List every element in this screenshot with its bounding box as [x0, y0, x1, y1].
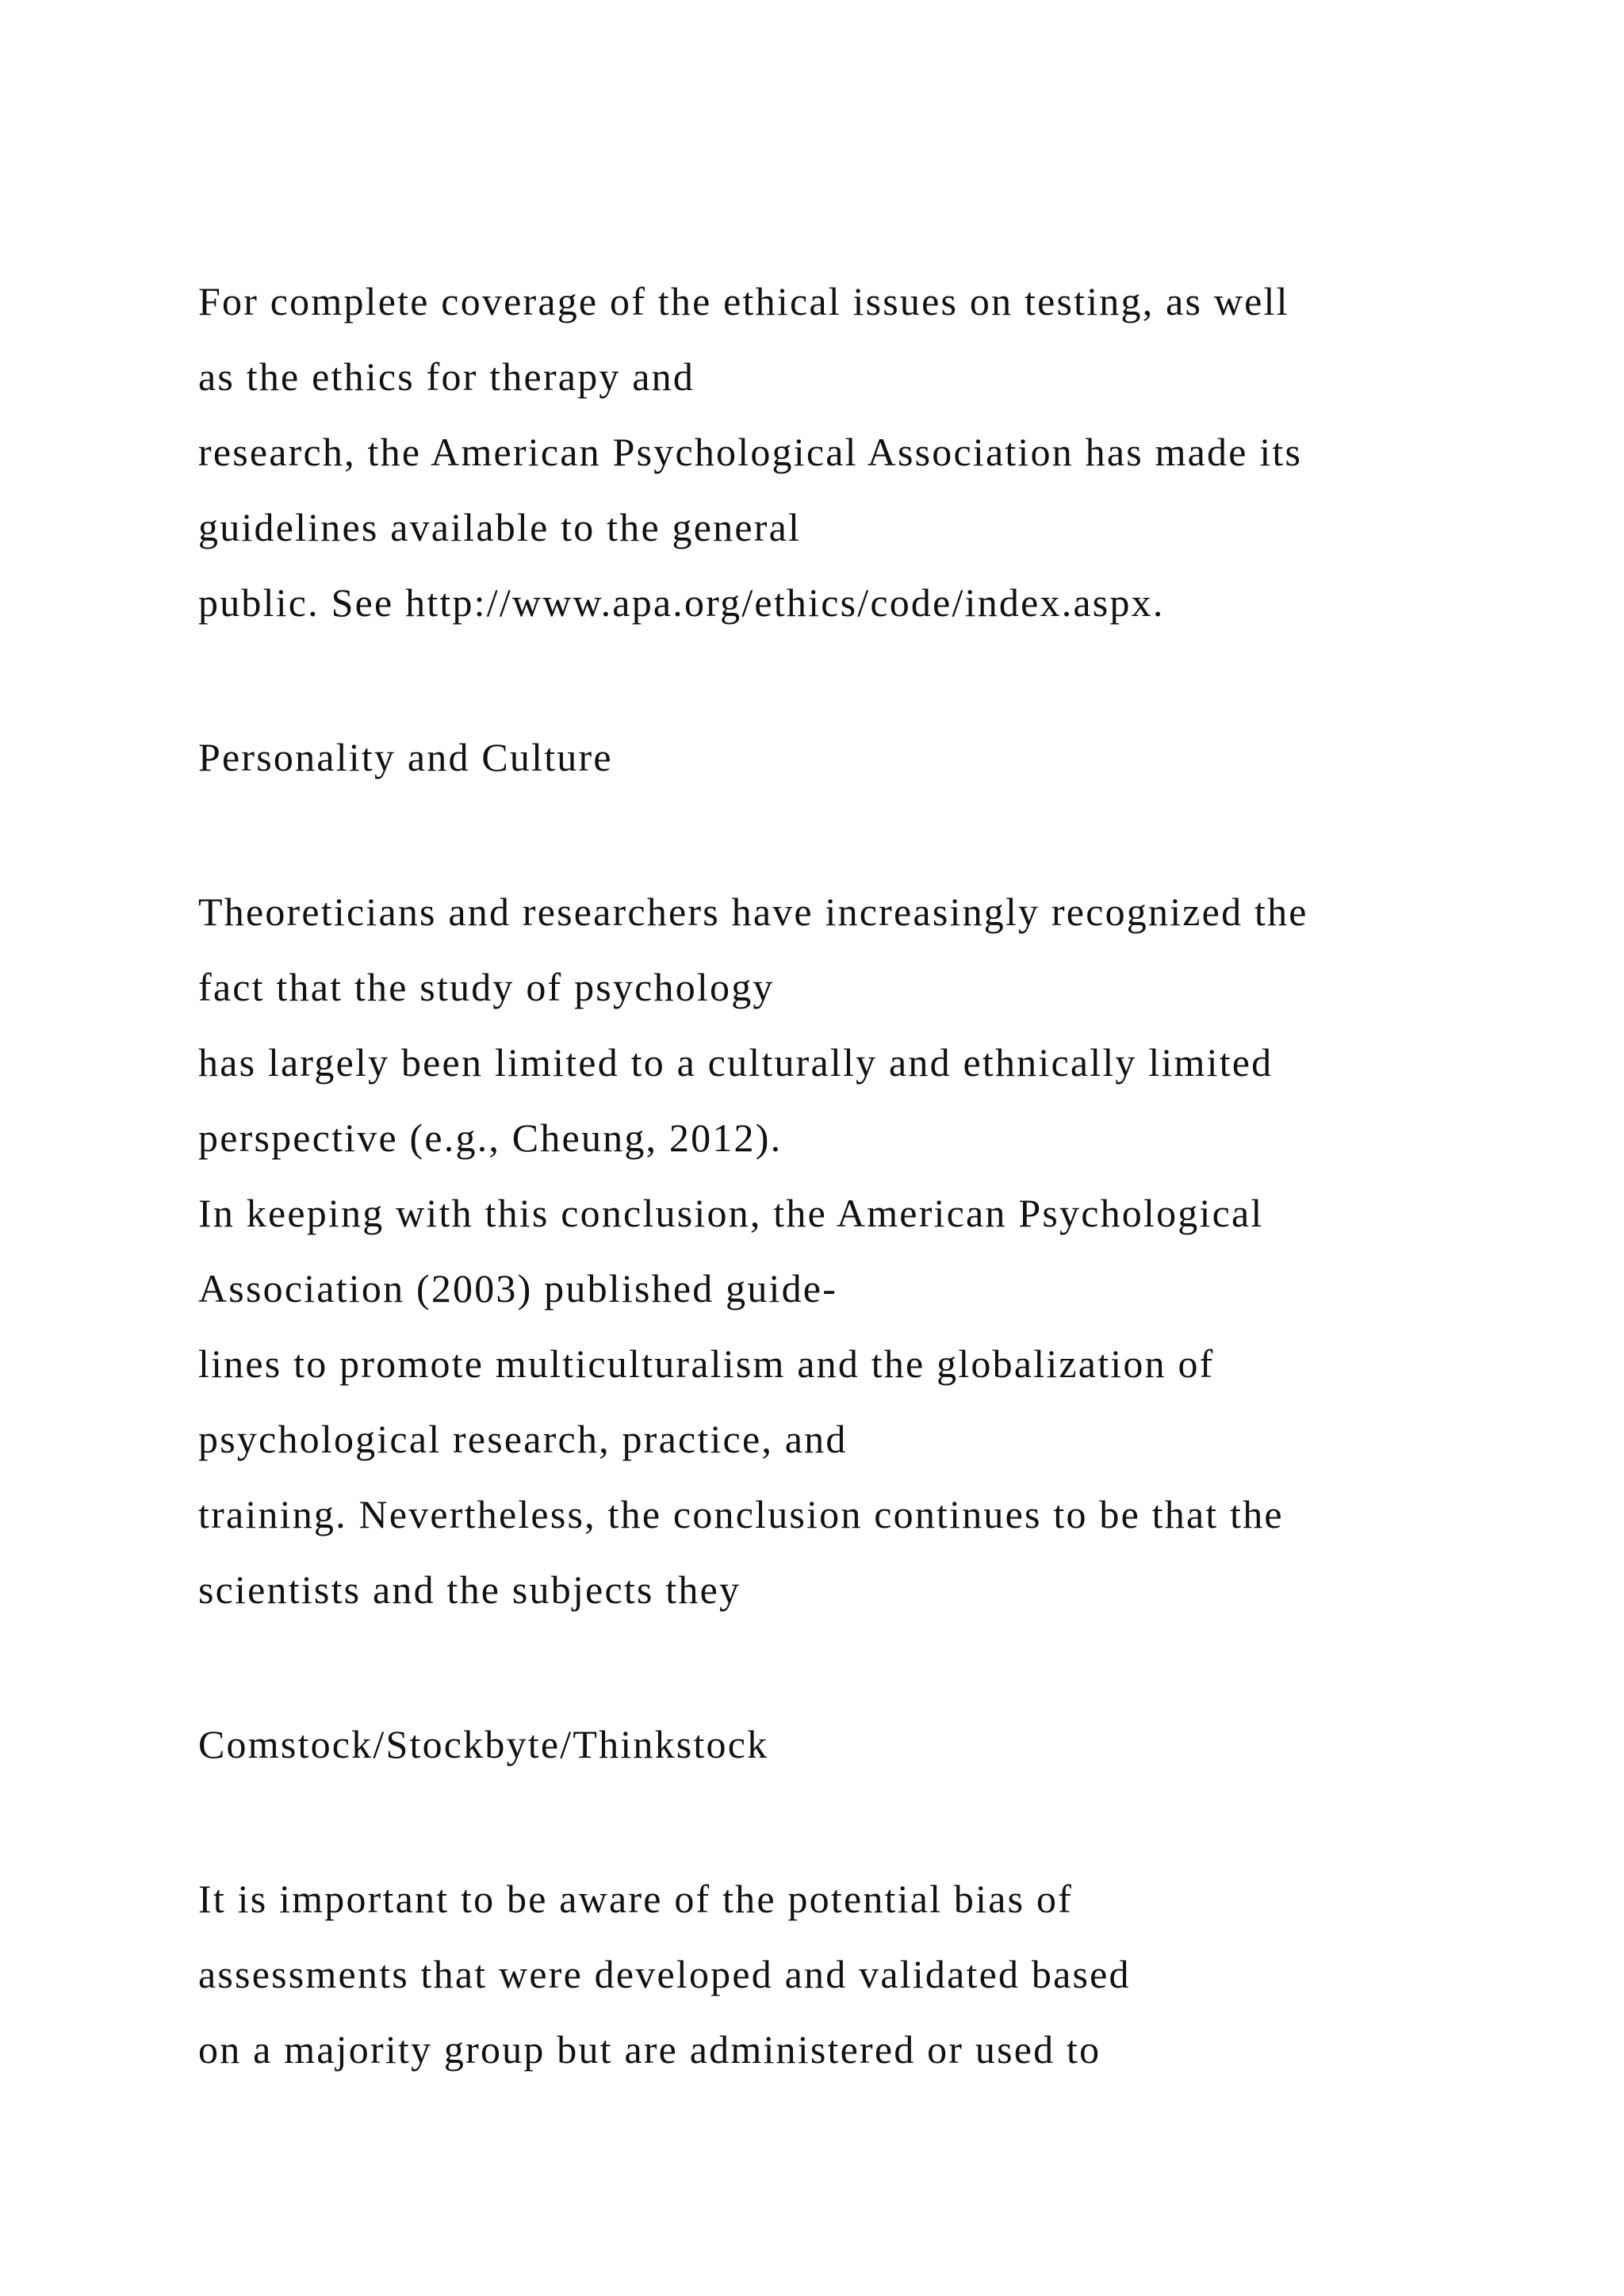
paragraph-1-line-3: research, the American Psychological Association has made its [198, 430, 1303, 474]
paragraph-2-line-1: Theoreticians and researchers have increasingly recognized the [198, 890, 1308, 934]
section-heading: Personality and Culture [198, 735, 613, 779]
paragraph-2-line-10: scientists and the subjects they [198, 1567, 741, 1612]
paragraph-1-line-5: public. See http://www.apa.org/ethics/code/index.aspx. [198, 580, 1165, 625]
paragraph-1-line-1: For complete coverage of the ethical issues on testing, as well [198, 279, 1289, 323]
paragraph-2-line-5: In keeping with this conclusion, the American Psychological [198, 1191, 1264, 1235]
caption-line-2: assessments that were developed and validated based [198, 1952, 1131, 1996]
paragraph-2-line-4: perspective (e.g., Cheung, 2012). [198, 1115, 783, 1160]
paragraph-2-line-7: lines to promote multiculturalism and the globalization of [198, 1341, 1215, 1386]
paragraph-2-line-9: training. Nevertheless, the conclusion continues to be that the [198, 1492, 1284, 1536]
paragraph-2-line-8: psychological research, practice, and [198, 1417, 848, 1461]
caption-line-3: on a majority group but are administered or used to [198, 2027, 1101, 2072]
paragraph-2-line-3: has largely been limited to a culturally and ethnically limited [198, 1040, 1274, 1085]
caption-line-1: It is important to be aware of the potential bias of [198, 1877, 1073, 1921]
paragraph-2-line-2: fact that the study of psychology [198, 965, 775, 1009]
paragraph-1-line-4: guidelines available to the general [198, 505, 802, 549]
paragraph-2-line-6: Association (2003) published guide- [198, 1266, 838, 1311]
photo-credit: Comstock/Stockbyte/Thinkstock [198, 1722, 769, 1766]
paragraph-1-line-2: as the ethics for therapy and [198, 354, 695, 399]
